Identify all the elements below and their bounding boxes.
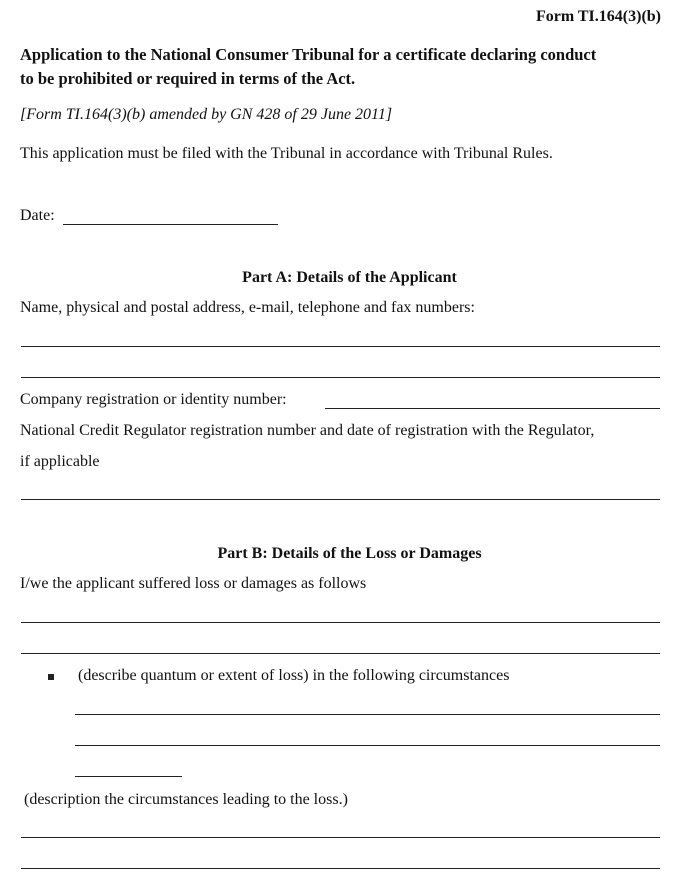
- registration-number-label: Company registration or identity number:: [20, 391, 287, 408]
- registration-number-field[interactable]: [325, 408, 660, 409]
- circumstances-description-label: (description the circumstances leading to the loss.): [24, 791, 348, 808]
- part-b-heading: Part B: Details of the Loss or Damages: [217, 545, 482, 562]
- date-field[interactable]: [63, 224, 278, 225]
- contact-details-label: Name, physical and postal address, e-mail, telephone and fax numbers:: [20, 299, 475, 316]
- loss-quantum-label: (describe quantum or extent of loss) in the following circumstances: [78, 667, 510, 684]
- date-label: Date:: [20, 207, 55, 224]
- amendment-note: [Form TI.164(3)(b) amended by GN 428 of 29 June 2011]: [20, 106, 393, 123]
- circumstances-description-field-2[interactable]: [21, 868, 660, 869]
- contact-details-field-2[interactable]: [21, 377, 660, 378]
- circumstances-field-3[interactable]: [75, 776, 182, 777]
- ncr-registration-field[interactable]: [21, 499, 660, 500]
- loss-details-field-2[interactable]: [21, 653, 660, 654]
- loss-intro-label: I/we the applicant suffered loss or damages as follows: [20, 575, 367, 592]
- ncr-registration-label-line2: if applicable: [20, 453, 100, 470]
- circumstances-field-2[interactable]: [75, 745, 660, 746]
- loss-details-field-1[interactable]: [21, 622, 660, 623]
- form-title-line1: Application to the National Consumer Tribunal for a certificate declaring conduct: [20, 45, 597, 64]
- bullet-icon: [48, 674, 54, 680]
- filing-note: This application must be filed with the Tribunal in accordance with Tribunal Rules.: [20, 145, 553, 162]
- part-a-heading: Part A: Details of the Applicant: [242, 269, 457, 286]
- form-title-line2: to be prohibited or required in terms of the Act.: [20, 69, 356, 88]
- circumstances-field-1[interactable]: [75, 714, 660, 715]
- ncr-registration-label-line1: National Credit Regulator registration number and date of registration with the Regulator,: [20, 422, 595, 439]
- form-number: Form TI.164(3)(b): [535, 8, 661, 25]
- contact-details-field-1[interactable]: [21, 346, 660, 347]
- circumstances-description-field-1[interactable]: [21, 837, 660, 838]
